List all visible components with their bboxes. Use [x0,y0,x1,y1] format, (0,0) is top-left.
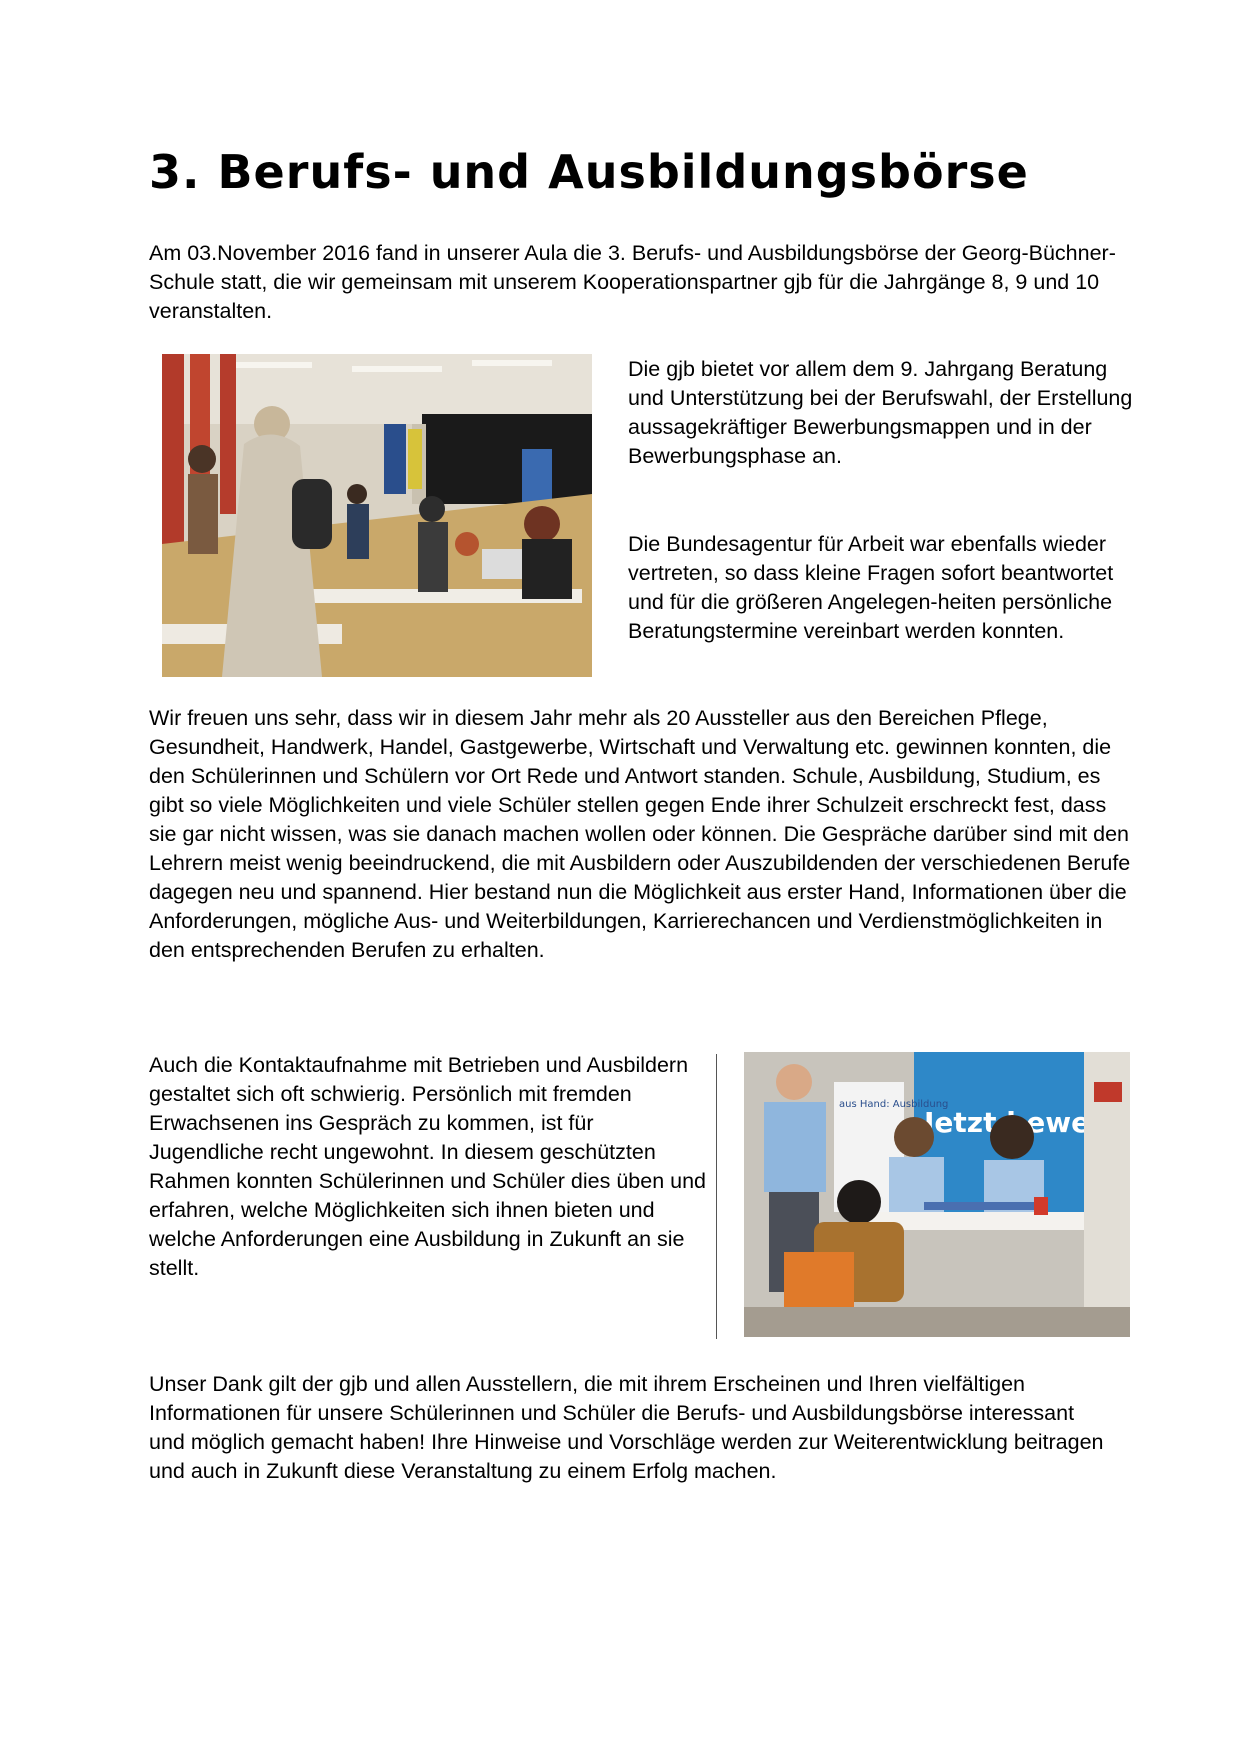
contact-paragraph: Auch die Kontaktaufnahme mit Betrieben und Ausbildern gestaltet sich oft schwierig. Persönlich mit fremden Erwachsenen ins Gespräch zu kommen, ist für Jugendliche recht ungewohnt. In diesem geschützten Rahmen konnten Schülerinnen und Schüler dies üben und erfahren, welche Möglichkeiten sich ihnen bieten und welche Anforderungen eine Ausbildung in Zukunft an sie stellt. [149,1053,707,1280]
exhibitors-paragraph: Wir freuen uns sehr, dass wir in diesem Jahr mehr als 20 Aussteller aus den Bereichen Pflege, Gesundheit, Handwerk, Handel, Gastgewerbe, Wirtschaft und Verwaltung etc. gewinnen konnten, die den Schülerinnen und Schülern vor Ort Rede und Antwort standen. Schule, Ausbildung, Studium, es gibt so viele Möglichkeiten und viele Schüler stellen gegen Ende ihrer Schulzeit erschreckt fest, dass sie gar nicht wissen, was sie danach machen wollen oder können. Die Gespräche darüber sind mit den Lehrern meist wenig beeindruckend, die mit Ausbildern oder Auszubildenden der verschiedenen Berufe dagegen neu und spannend. Hier bestand nun die Möglichkeit aus erster Hand, Informationen über die Anforderungen, mögliche Aus- und Weiterbildungen, Karrierechancen und Verdienstmöglichkeiten in den entsprechenden Berufen zu erhalten. [149,706,1131,962]
banner-text: Jetzt bewer [924,1106,1104,1139]
thanks-paragraph: Unser Dank gilt der gjb und allen Ausstellern, die mit ihrem Erscheinen und Ihren vielfältigen Informationen für unsere Schülerinnen und Schüler die Berufs- und Ausbildungsbörse interessant und möglich gemacht haben! Ihre Hinweise und Vorschläge werden zur Weiterentwicklung beitragen und auch in Zukunft diese Veranstaltung zu einem Erfolg machen. [149,1372,1104,1483]
booth-consultation-photo [744,1052,1130,1337]
poster-text: aus Hand: Ausbildung [839,1099,949,1110]
gjb-info-paragraph: Die gjb bietet vor allem dem 9. Jahrgang Beratung und Unterstützung bei der Berufswahl, der Erstellung aussagekräftiger Bewerbungsmappen und in der Bewerbungsphase an. [628,357,1133,468]
column-divider [716,1054,717,1339]
page-title: 3. Berufs- und Ausbildungsbörse [149,145,1029,199]
intro-paragraph: Am 03.November 2016 fand in unserer Aula die 3. Berufs- und Ausbildungsbörse der Georg-Büchner-Schule statt, die wir gemeinsam mit unserem Kooperationspartner gjb für die Jahrgänge 8, 9 und 10 veranstalten. [149,241,1116,323]
agentur-info-paragraph: Die Bundesagentur für Arbeit war ebenfalls wieder vertreten, so dass kleine Fragen sofort beantwortet und für die größeren Angelegen-heiten persönliche Beratungstermine vereinbart werden konnten. [628,532,1114,643]
aula-fair-photo [162,354,592,677]
